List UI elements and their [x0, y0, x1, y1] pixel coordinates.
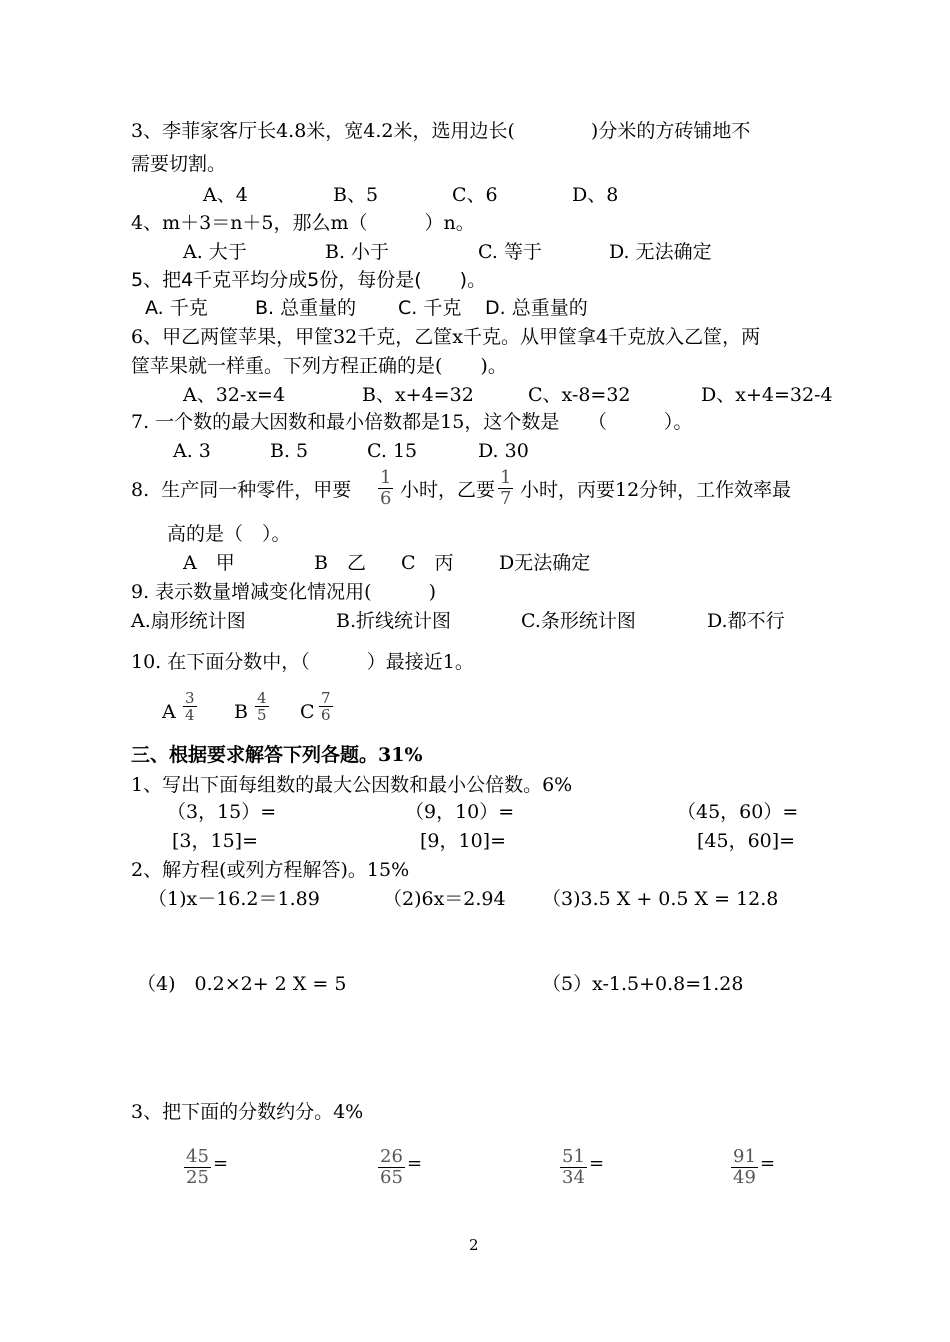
reduce-fraction-4-denominator: 49	[733, 1167, 756, 1188]
q3-option-a: A、4	[203, 184, 248, 206]
reduce-fraction-1-numerator: 45	[186, 1146, 209, 1167]
reduce-fraction-4-numerator: 91	[733, 1146, 756, 1167]
q10-option-b-fraction	[255, 690, 269, 723]
section-3-part3-title: 3、把下面的分数约分。4%	[131, 1101, 364, 1123]
reduce-equals-1: =	[213, 1153, 229, 1174]
reduce-equals-3: =	[589, 1153, 605, 1174]
q10-option-b-label: B	[234, 701, 248, 723]
q8-part3: 小时，丙要12分钟，工作效率最	[520, 479, 792, 501]
section-3-part1-title: 1、写出下面每组数的最大公因数和最小公倍数。6%	[131, 774, 573, 796]
reduce-fraction-1-denominator: 25	[186, 1167, 209, 1188]
q3-line1: 3、李菲家客厅长4.8米，宽4.2米，选用边长( )分米的方砖铺地不	[131, 120, 751, 142]
reduce-fraction-3	[560, 1147, 587, 1188]
q8-fraction-1	[378, 468, 393, 509]
page-number: 2	[469, 1236, 479, 1254]
q8-fraction-2	[498, 468, 513, 509]
q5-option-b: B. 总重量的	[255, 297, 357, 319]
q7-option-a: A. 3	[173, 440, 211, 462]
lcm-item-1: [3，15]=	[172, 830, 259, 852]
q10-option-a-numerator: 3	[185, 689, 195, 707]
q10-option-a-label: A	[162, 701, 176, 723]
q9-option-b: B.折线统计图	[336, 610, 452, 632]
q8-fraction-1-numerator: 1	[380, 467, 392, 488]
lcm-item-3: [45，60]=	[697, 830, 796, 852]
q3-option-b: B、5	[333, 184, 379, 206]
section-3-part2-title: 2、解方程(或列方程解答)。15%	[131, 859, 410, 881]
reduce-equals-4: =	[760, 1153, 776, 1174]
q4-option-a: A. 大于	[183, 241, 247, 263]
q9-stem: 9. 表示数量增减变化情况用( )	[131, 581, 436, 603]
q8-part1: 8. 生产同一种零件，甲要	[131, 479, 352, 501]
q8-option-d: D无法确定	[499, 552, 591, 574]
q4-option-d: D. 无法确定	[609, 241, 712, 263]
equation-4: （4) 0.2×2+ 2 X = 5	[137, 973, 347, 995]
q3-option-c: C、6	[452, 184, 498, 206]
q7-option-c: C. 15	[367, 440, 418, 462]
q10-option-c-numerator: 7	[321, 689, 331, 707]
q10-option-b-denominator: 5	[257, 706, 267, 724]
q9-option-a: A.扇形统计图	[131, 610, 246, 632]
q6-option-b: B、x+4=32	[362, 384, 474, 406]
reduce-fraction-2-numerator: 26	[380, 1146, 403, 1167]
q5-option-d: D. 总重量的	[485, 297, 588, 319]
reduce-equals-2: =	[407, 1153, 423, 1174]
q8-line2: 高的是（ ）。	[167, 523, 291, 545]
q7-option-d: D. 30	[478, 440, 529, 462]
q5-option-a: A. 千克	[145, 297, 208, 319]
lcm-item-2: [9，10]=	[420, 830, 507, 852]
section-3-title: 三、根据要求解答下列各题。31%	[131, 744, 423, 766]
q7-stem: 7. 一个数的最大因数和最小倍数都是15，这个数是 （ ）。	[131, 411, 693, 433]
q8-fraction-1-denominator: 6	[380, 488, 392, 509]
q6-line2: 筐苹果就一样重。下列方程正确的是( )。	[131, 355, 507, 377]
gcd-item-2: （9，10）=	[405, 801, 515, 823]
q3-line2: 需要切割。	[131, 153, 227, 175]
q9-option-c: C.条形统计图	[521, 610, 636, 632]
q3-option-d: D、8	[572, 184, 619, 206]
equation-3: （3)3.5 X + 0.5 X = 12.8	[542, 888, 779, 910]
equation-5: （5）x-1.5+0.8=1.28	[542, 973, 744, 995]
reduce-fraction-4	[731, 1147, 758, 1188]
q8-option-a: A 甲	[183, 552, 235, 574]
q10-option-c-fraction	[319, 690, 333, 723]
q5-stem: 5、把4千克平均分成5份，每份是( )。	[131, 269, 487, 291]
equation-2: （2)6x＝2.94	[383, 888, 506, 910]
q10-option-a-denominator: 4	[185, 706, 195, 724]
q10-option-c-label: C	[300, 701, 315, 723]
q7-option-b: B. 5	[270, 440, 309, 462]
q6-line1: 6、甲乙两筐苹果，甲筐32千克，乙筐x千克。从甲筐拿4千克放入乙筐，两	[131, 326, 761, 348]
reduce-fraction-2-denominator: 65	[380, 1167, 403, 1188]
gcd-item-3: （45，60）=	[677, 801, 799, 823]
reduce-fraction-2	[378, 1147, 405, 1188]
equation-1: （1)x－16.2＝1.89	[148, 888, 320, 910]
q8-option-c: C 丙	[401, 552, 454, 574]
q4-option-c: C. 等于	[478, 241, 542, 263]
q4-option-b: B. 小于	[325, 241, 390, 263]
q10-option-a-fraction	[183, 690, 197, 723]
q9-option-d: D.都不行	[707, 610, 785, 632]
gcd-item-1: （3，15）=	[167, 801, 277, 823]
reduce-fraction-1	[184, 1147, 211, 1188]
q10-option-c-denominator: 6	[321, 706, 331, 724]
q5-option-c: C. 千克	[398, 297, 462, 319]
reduce-fraction-3-denominator: 34	[562, 1167, 585, 1188]
q10-stem: 10. 在下面分数中，（ ）最接近1。	[131, 651, 474, 673]
q8-fraction-2-numerator: 1	[500, 467, 512, 488]
reduce-fraction-3-numerator: 51	[562, 1146, 585, 1167]
q8-fraction-2-denominator: 7	[500, 488, 512, 509]
q4-stem: 4、m＋3＝n＋5，那么m（ ）n。	[131, 212, 475, 234]
q10-option-b-numerator: 4	[257, 689, 267, 707]
q6-option-a: A、32-x=4	[183, 384, 286, 406]
q6-option-d: D、x+4=32-4	[701, 384, 833, 406]
q8-part2: 小时，乙要	[400, 479, 496, 501]
q8-option-b: B 乙	[314, 552, 366, 574]
q6-option-c: C、x-8=32	[528, 384, 631, 406]
